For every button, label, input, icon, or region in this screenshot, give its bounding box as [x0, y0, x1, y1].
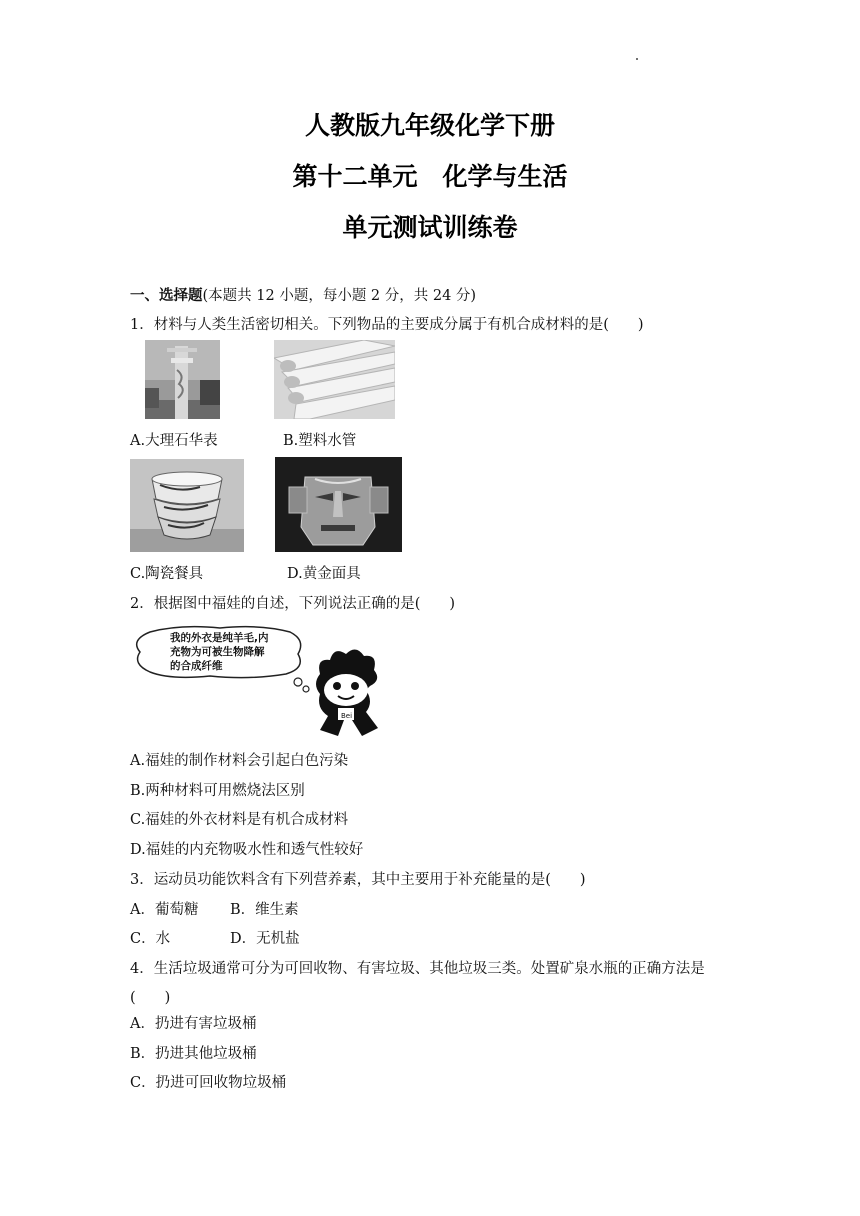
q2-option-a: A.福娃的制作材料会引起白色污染 — [130, 753, 349, 769]
q4-stem: 4．生活垃圾通常可分为可回收物、有害垃圾、其他垃圾三类。处置矿泉水瓶的正确方法是 — [130, 961, 705, 977]
q1-option-b: B.塑料水管 — [283, 433, 357, 449]
svg-text:Bei: Bei — [341, 712, 353, 720]
plastic-pipe-image — [274, 340, 395, 419]
q3-option-c: C．水 — [130, 931, 171, 947]
marble-huabiao-image — [145, 340, 220, 419]
q2-option-c: C.福娃的外衣材料是有机合成材料 — [130, 812, 349, 828]
unit-title: 第十二单元 化学与生活 — [292, 162, 568, 191]
q3-option-a: A．葡萄糖 — [130, 902, 199, 918]
q2-option-b: B.两种材料可用燃烧法区别 — [130, 783, 305, 799]
q1-option-a: A.大理石华表 — [130, 433, 218, 449]
q2-stem: 2．根据图中福娃的自述，下列说法正确的是( ) — [130, 596, 456, 612]
q4-paren: ( ) — [130, 990, 171, 1006]
test-title: 单元测试训练卷 — [342, 213, 518, 242]
section-heading — [130, 284, 476, 305]
q4-option-c: C．扔进可回收物垃圾桶 — [130, 1075, 287, 1091]
page-dot — [636, 58, 638, 60]
gold-mask-image — [275, 457, 402, 552]
q4-option-b: B．扔进其他垃圾桶 — [130, 1046, 257, 1062]
section-desc: (本题共 12 小题，每小题 2 分，共 24 分) — [202, 288, 477, 304]
section-label: 一、选择题 — [130, 288, 203, 304]
bubble-line-2: 充物为可被生物降解 — [170, 646, 265, 658]
q3-stem: 3．运动员功能饮料含有下列营养素，其中主要用于补充能量的是( ) — [130, 872, 586, 888]
q2-option-d: D.福娃的内充物吸水性和透气性较好 — [130, 842, 364, 858]
ceramic-bowls-image — [130, 459, 244, 552]
q4-option-a: A．扔进有害垃圾桶 — [130, 1016, 257, 1032]
q3-option-b: B．维生素 — [230, 902, 299, 918]
fuwa-illustration — [130, 624, 400, 739]
q3-option-d: D．无机盐 — [230, 931, 300, 947]
doc-title: 人教版九年级化学下册 — [304, 111, 555, 140]
q1-stem: 1．材料与人类生活密切相关。下列物品的主要成分属于有机合成材料的是( ) — [130, 317, 644, 333]
q1-option-c: C.陶瓷餐具 — [130, 566, 204, 582]
q1-option-d: D.黄金面具 — [287, 566, 361, 582]
bubble-line-1: 我的外衣是纯羊毛,内 — [170, 632, 269, 644]
bubble-line-3: 的合成纤维 — [170, 660, 223, 672]
fuwa-speech-bubble — [170, 631, 269, 673]
